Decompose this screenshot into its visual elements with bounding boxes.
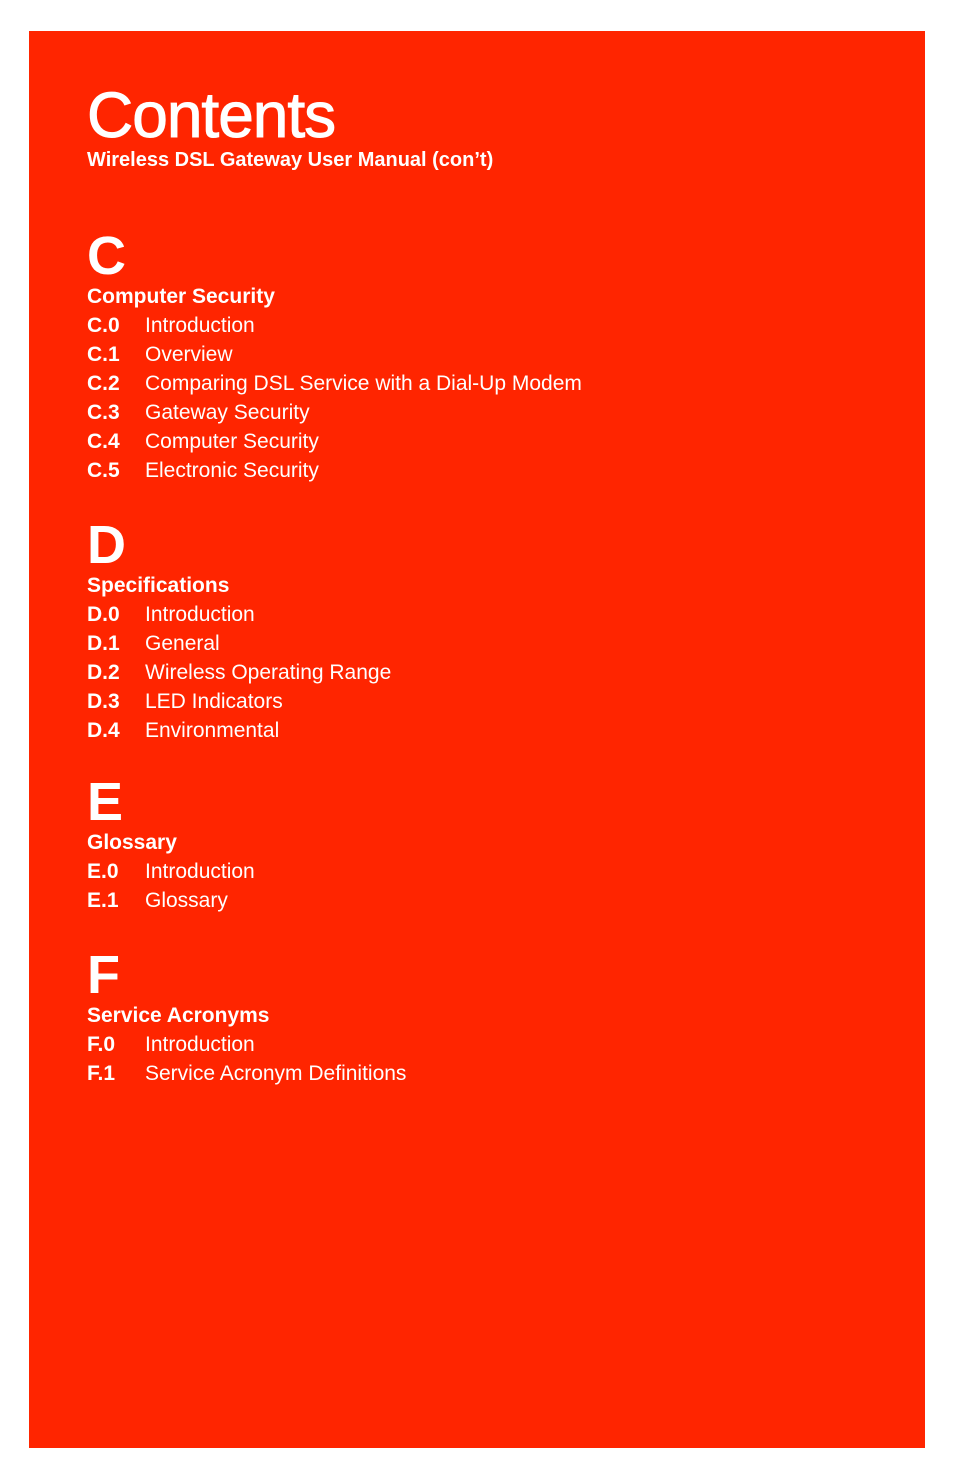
toc-entry[interactable] <box>87 427 885 456</box>
entry-number: C.4 <box>87 430 120 453</box>
entry-number: D.4 <box>87 719 120 742</box>
entry-number: F.1 <box>87 1062 116 1085</box>
entry-number: C.0 <box>87 314 120 337</box>
entry-label: Introduction <box>145 603 255 626</box>
contents-panel <box>29 31 925 1448</box>
toc-entry[interactable] <box>87 1059 885 1088</box>
entry-label: Environmental <box>145 719 280 742</box>
entry-label: Glossary <box>145 889 228 912</box>
entry-label: Service Acronym Definitions <box>145 1062 407 1085</box>
section-c <box>87 226 885 485</box>
entry-label: LED Indicators <box>145 690 283 713</box>
entry-label: Introduction <box>145 1033 255 1056</box>
entry-label: Introduction <box>145 314 255 337</box>
toc-entry[interactable] <box>87 456 885 485</box>
section-f <box>87 945 885 1088</box>
entry-label: Comparing DSL Service with a Dial-Up Modem <box>145 372 582 395</box>
toc-entry[interactable] <box>87 340 885 369</box>
section-title[interactable]: Specifications <box>87 574 230 597</box>
entry-number: C.2 <box>87 372 120 395</box>
entry-number: E.1 <box>87 889 119 912</box>
entry-number: D.2 <box>87 661 120 684</box>
section-title[interactable]: Computer Security <box>87 285 275 308</box>
section-letter: F <box>87 945 120 1005</box>
entry-label: Introduction <box>145 860 255 883</box>
page-subtitle: Wireless DSL Gateway User Manual (con’t) <box>87 149 494 171</box>
section-letter: C <box>87 226 126 286</box>
entry-label: Gateway Security <box>145 401 310 424</box>
section-d <box>87 515 885 745</box>
entry-label: Computer Security <box>145 430 319 453</box>
page-title: Contents <box>87 79 336 151</box>
entry-number: D.0 <box>87 603 120 626</box>
section-title[interactable]: Service Acronyms <box>87 1004 270 1027</box>
entry-number: D.1 <box>87 632 120 655</box>
toc-entry[interactable] <box>87 369 885 398</box>
toc-entry[interactable] <box>87 311 885 340</box>
entry-number: E.0 <box>87 860 119 883</box>
section-e <box>87 772 885 915</box>
entry-label: Wireless Operating Range <box>145 661 392 684</box>
entry-number: C.5 <box>87 459 120 482</box>
toc-entry[interactable] <box>87 687 885 716</box>
toc-entry[interactable] <box>87 886 885 915</box>
toc-entry[interactable] <box>87 600 885 629</box>
entry-label: Overview <box>145 343 233 366</box>
toc-entry[interactable] <box>87 857 885 886</box>
toc-entry[interactable] <box>87 1030 885 1059</box>
toc-entry[interactable] <box>87 658 885 687</box>
entry-number: F.0 <box>87 1033 116 1056</box>
toc-entry[interactable] <box>87 629 885 658</box>
toc-entry[interactable] <box>87 398 885 427</box>
entry-number: C.3 <box>87 401 120 424</box>
contents-body <box>87 79 885 1088</box>
entry-label: General <box>145 632 220 655</box>
entry-number: D.3 <box>87 690 120 713</box>
toc-entry[interactable] <box>87 716 885 745</box>
entry-label: Electronic Security <box>145 459 319 482</box>
entry-number: C.1 <box>87 343 120 366</box>
section-title[interactable]: Glossary <box>87 831 177 854</box>
section-letter: E <box>87 772 124 832</box>
section-letter: D <box>87 515 126 575</box>
